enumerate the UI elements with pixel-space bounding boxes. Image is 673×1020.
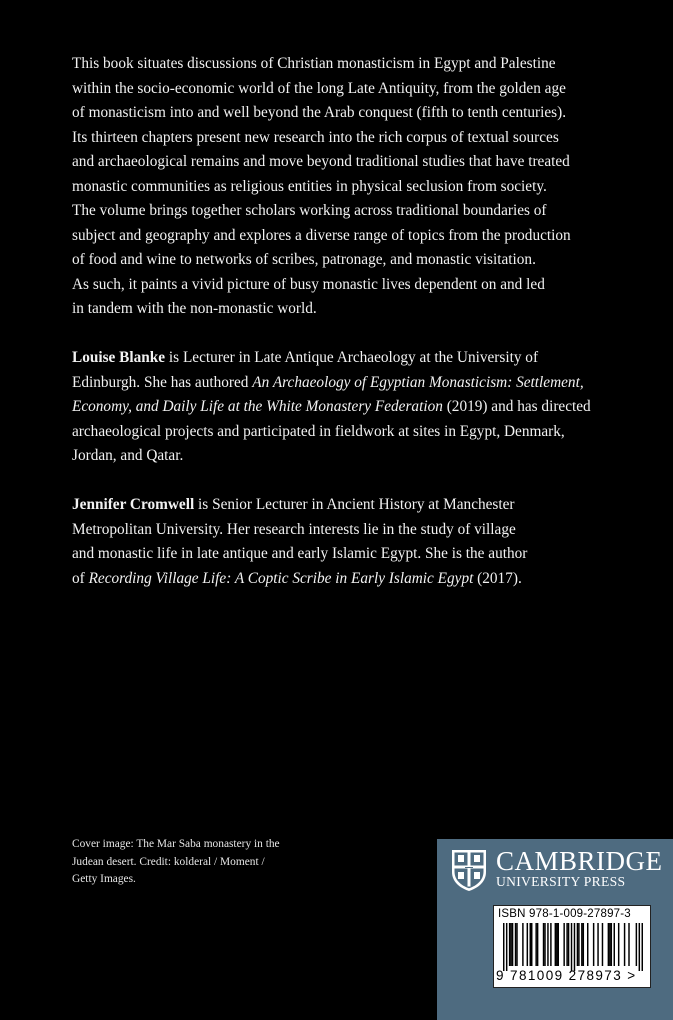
barcode-bar [602,923,603,966]
barcode-bar [558,923,559,966]
isbn-barcode [493,905,651,988]
barcode-bar [574,923,575,971]
barcode-bar [531,923,532,966]
bio-line: archaeological projects and participated in fieldwork at sites in Egypt, Denmark, [72,422,565,440]
barcode-bar [563,923,564,966]
publisher-name: CAMBRIDGE [496,846,663,876]
credit-line: Judean desert. Credit: kolderal / Moment / [72,855,265,868]
cover-image-credit [72,836,332,889]
description-line: Its thirteen chapters present new research into the rich corpus of textual sources [72,128,559,146]
description-line: subject and geography and explores a diverse range of topics from the production [72,226,571,244]
barcode-bar [628,923,629,966]
barcode-bar [527,923,528,966]
bio-line: Jennifer Cromwell is Senior Lecturer in Ancient History at Manchester [72,496,515,513]
barcode-bar [544,923,545,966]
barcode-bar [522,923,523,966]
barcode-bar [581,923,582,966]
barcode-bar [608,923,609,966]
barcode-bar [571,923,572,971]
barcode-bar [642,923,643,971]
bio-line: Metropolitan University. Her research interests lie in the study of village [72,520,516,538]
credit-line: Cover image: The Mar Saba monastery in the [72,838,280,850]
barcode-bar [556,923,557,966]
barcode-bar [624,923,625,966]
barcode-bar [543,923,544,966]
bio-line: Edinburgh. She has authored An Archaeology of Egyptian Monasticism: Settlement, [72,373,584,391]
bio-line: Louise Blanke is Lecturer in Late Antique Archaeology at the University of [72,349,539,366]
description-line: monastic communities as religious entities in physical seclusion from society. [72,177,547,195]
bio-line: and monastic life in late antique and early Islamic Egypt. She is the author [72,545,528,562]
ean-digits: 9 781009 278973 > [496,968,637,983]
barcode-bar [506,923,507,971]
barcode-bar [636,923,637,966]
description-line: and archaeological remains and move beyond traditional studies that have treated [72,153,570,170]
barcode-bar [639,923,640,971]
bio-line: Jordan, and Qatar. [72,447,184,464]
barcode-bar [509,923,510,966]
bio-line: of Recording Village Life: A Coptic Scribe in Early Islamic Egypt (2017). [72,569,522,587]
barcode-bars [503,923,643,971]
barcode-bar [510,923,511,966]
barcode-bar [535,923,536,966]
barcode-bar [537,923,538,966]
bio-line: Economy, and Daily Life at the White Monastery Federation (2019) and has directed [72,398,591,415]
author-name: Jennifer Cromwell [72,496,195,513]
barcode-bar [568,923,569,966]
barcode-bar [611,923,612,966]
barcode-bar [587,923,588,966]
credit-line: Getty Images. [72,873,136,885]
barcode-bar [566,923,567,966]
book-title: Economy, and Daily Life at the White Monastery Federation [72,398,443,415]
barcode-bar [578,923,579,966]
barcode-bar [577,923,578,966]
description-line: As such, it paints a vivid picture of busy monastic lives dependent on and led [72,275,545,293]
barcode-bar [583,923,584,966]
barcode-bar [609,923,610,966]
description-line: This book situates discussions of Christian monasticism in Egypt and Palestine [72,55,556,72]
back-cover-text [72,52,612,616]
description-line: within the socio-economic world of the long Late Antiquity, from the golden age [72,79,566,97]
barcode-bar [547,923,548,966]
barcode-bar [503,923,504,971]
barcode-bar [512,923,513,966]
author-bio-cromwell [72,493,612,591]
barcode-bar [614,923,615,966]
author-bio-blanke [72,346,612,469]
cambridge-crest-icon [450,848,488,892]
isbn-label: ISBN 978-1-009-27897-3 [498,908,631,920]
author-name: Louise Blanke [72,349,166,366]
barcode-bar [515,923,516,966]
barcode-bar [555,923,556,966]
barcode-bar [593,923,594,966]
barcode-bar [618,923,619,966]
barcode-bar [516,923,517,966]
description-line: of food and wine to networks of scribes, patronage, and monastic visitation. [72,251,536,268]
book-title: An Archaeology of Egyptian Monasticism: Settlement, [252,373,584,391]
publisher-subtitle: UNIVERSITY PRESS [496,874,626,889]
description-line: in tandem with the non-monastic world. [72,300,317,317]
description-line: of monasticism into and well beyond the Arab conquest (fifth to tenth centuries). [72,104,567,121]
book-description [72,52,612,322]
barcode-bar [550,923,551,966]
barcode-bar [530,923,531,966]
publisher-panel [437,839,673,1020]
book-title: Recording Village Life: A Coptic Scribe in Early Islamic Egypt [88,569,474,587]
barcode-bar [597,923,598,966]
description-line: The volume brings together scholars working across traditional boundaries of [72,202,547,219]
